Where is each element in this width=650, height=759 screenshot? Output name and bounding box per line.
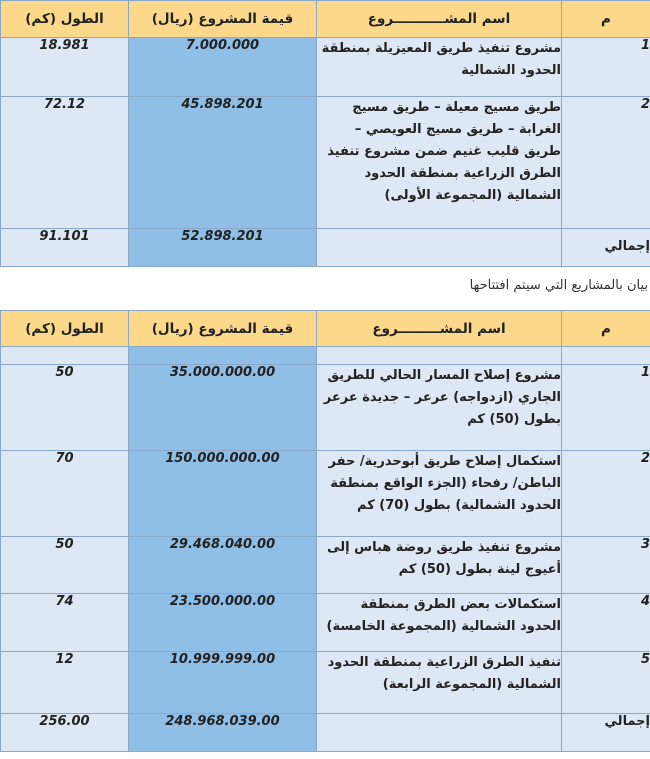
table-row xyxy=(1,594,650,652)
row-length: 74 xyxy=(1,594,129,652)
row-length: 70 xyxy=(1,451,129,537)
table-header-row xyxy=(1,1,650,38)
total-value: 52.898.201 xyxy=(129,229,317,267)
header-project-name: اسم المشـــــــــروع xyxy=(317,311,562,347)
spacer-cell xyxy=(129,347,317,365)
row-project-name: طريق مسيج معيلة – طريق مسيج الغرابة – طريق مسيج العويصي – طريق قليب غنيم ضمن مشروع تنفيذ الطرق الزراعية بمنطقة الحدود الشمالية (المجموعة الأولى) xyxy=(317,97,562,229)
total-value: 248.968.039.00 xyxy=(129,714,317,752)
table-spacer-row xyxy=(1,347,650,365)
header-num: م xyxy=(562,311,650,347)
table-row xyxy=(1,38,650,97)
row-num: 2 xyxy=(562,97,650,229)
row-project-value: 23.500.000.00 xyxy=(129,594,317,652)
total-length: 91.101 xyxy=(1,229,129,267)
row-num: 2 xyxy=(562,451,650,537)
table-row xyxy=(1,451,650,537)
row-project-name: مشروع تنفيذ طريق روضة هباس إلى أعيوج لينة بطول (50) كم xyxy=(317,537,562,594)
row-num: 1 xyxy=(562,365,650,451)
total-label: إجمالي xyxy=(562,229,650,267)
header-length: الطول (كم) xyxy=(1,1,129,38)
total-empty xyxy=(317,229,562,267)
row-project-value: 35.000.000.00 xyxy=(129,365,317,451)
row-project-value: 150.000.000.00 xyxy=(129,451,317,537)
row-project-value: 10.999.999.00 xyxy=(129,652,317,714)
row-project-value: 7.000.000 xyxy=(129,38,317,97)
table-row xyxy=(1,537,650,594)
row-num: 1 xyxy=(562,38,650,97)
row-length: 50 xyxy=(1,537,129,594)
table-total-row xyxy=(1,714,650,752)
spacer-cell xyxy=(1,347,129,365)
table-header-row xyxy=(1,311,650,347)
total-empty xyxy=(317,714,562,752)
section-caption: بيان بالمشاريع التي سيتم افتتاحها xyxy=(469,278,648,293)
row-project-name: مشروع تنفيذ طريق المعيزيلة بمنطقة الحدود الشمالية xyxy=(317,38,562,97)
row-length: 12 xyxy=(1,652,129,714)
row-project-value: 45.898.201 xyxy=(129,97,317,229)
spacer-cell xyxy=(317,347,562,365)
row-length: 72.12 xyxy=(1,97,129,229)
table-row xyxy=(1,652,650,714)
header-project-value: قيمة المشروع (ريال) xyxy=(129,311,317,347)
spacer-cell xyxy=(562,347,650,365)
table-row xyxy=(1,365,650,451)
total-length: 256.00 xyxy=(1,714,129,752)
header-length: الطول (كم) xyxy=(1,311,129,347)
row-project-value: 29.468.040.00 xyxy=(129,537,317,594)
table-row xyxy=(1,97,650,229)
row-project-name: تنفيذ الطرق الزراعية بمنطقة الحدود الشمالية (المجموعة الرابعة) xyxy=(317,652,562,714)
header-project-value: قيمة المشروع (ريال) xyxy=(129,1,317,38)
total-label: إجمالي xyxy=(562,714,650,752)
completed-projects-table xyxy=(0,0,650,267)
row-project-name: استكمال إصلاح طريق أبوحدرية/ حفر الباطن/ رفحاء (الجزء الواقع بمنطقة الحدود الشمالية) بطول (70) كم xyxy=(317,451,562,537)
header-num: م xyxy=(562,1,650,38)
table-total-row xyxy=(1,229,650,267)
row-length: 50 xyxy=(1,365,129,451)
header-project-name: اسم المشـــــــــــروع xyxy=(317,1,562,38)
row-num: 4 xyxy=(562,594,650,652)
row-project-name: مشروع إصلاح المسار الحالي للطريق الجاري (ازدواجه) عرعر – جديدة عرعر بطول (50) كم xyxy=(317,365,562,451)
row-project-name: استكمالات بعض الطرق بمنطقة الحدود الشمالية (المجموعة الخامسة) xyxy=(317,594,562,652)
row-length: 18.981 xyxy=(1,38,129,97)
upcoming-projects-table xyxy=(0,310,650,752)
row-num: 3 xyxy=(562,537,650,594)
row-num: 5 xyxy=(562,652,650,714)
